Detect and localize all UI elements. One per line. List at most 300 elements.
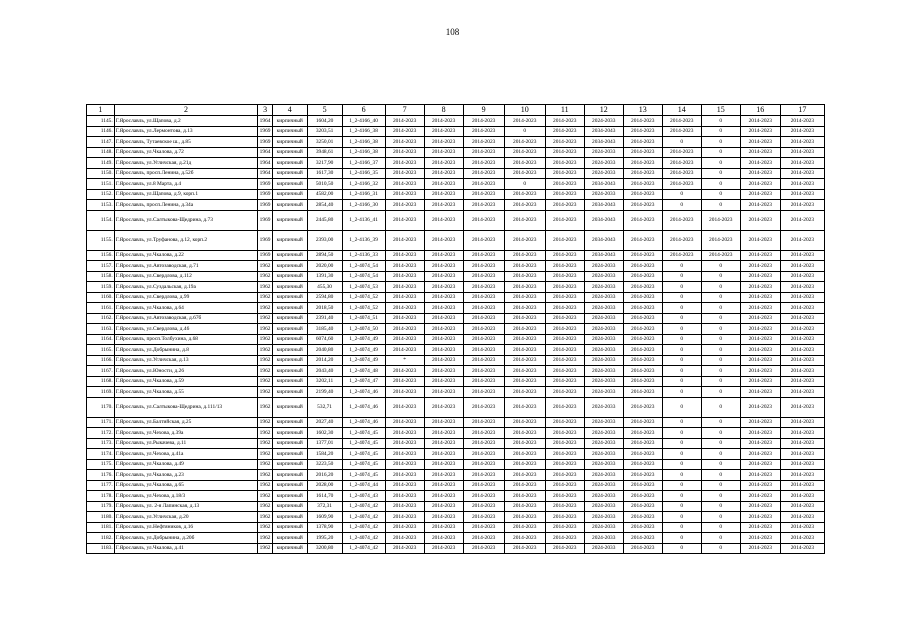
period-cell: 2024-2033 — [584, 522, 623, 533]
column-number-header: 6 — [342, 105, 385, 116]
period-cell: 2034-2043 — [584, 230, 623, 250]
period-cell: 2014-2023 — [424, 366, 463, 377]
period-cell: 2014-2023 — [740, 200, 780, 211]
period-cell: 2014-2023 — [385, 428, 424, 439]
period-cell: 2014-2023 — [424, 292, 463, 303]
row-number-cell: 1169. — [87, 387, 115, 398]
period-cell: 2014-2023 — [780, 533, 824, 544]
material-cell: кирпичный — [272, 271, 307, 282]
period-cell: 2014-2023 — [740, 470, 780, 481]
period-cell: 2014-2023 — [740, 438, 780, 449]
table-row — [87, 230, 825, 250]
period-cell: 2014-2023 — [545, 126, 584, 137]
area-cell: 1391,30 — [307, 271, 342, 282]
address-cell: Г.Ярославль, ул.Свердлова, д.112 — [114, 271, 258, 282]
period-cell: 0 — [662, 324, 701, 335]
period-cell: 2014-2023 — [780, 355, 824, 366]
period-cell: 2014-2023 — [662, 168, 701, 179]
period-cell: 2014-2023 — [424, 282, 463, 293]
table-row — [87, 533, 825, 544]
period-cell: 2014-2023 — [740, 376, 780, 387]
address-cell: Г.Ярославль, ул.Автозаводская, д.71 — [114, 261, 258, 272]
period-cell: 2014-2023 — [385, 522, 424, 533]
code-cell: 1_2-4074_50 — [342, 324, 385, 335]
table-row — [87, 137, 825, 148]
code-cell: 1_2-4074_54 — [342, 261, 385, 272]
table-row — [87, 345, 825, 356]
table-row — [87, 543, 825, 554]
table-row — [87, 470, 825, 481]
period-cell: 2014-2023 — [463, 387, 504, 398]
year-cell: 1962 — [258, 334, 272, 345]
year-cell: 1962 — [258, 417, 272, 428]
material-cell: кирпичный — [272, 387, 307, 398]
period-cell: 2014-2023 — [504, 387, 545, 398]
year-cell: 1962 — [258, 282, 272, 293]
period-cell: 0 — [701, 292, 740, 303]
period-cell: 2014-2023 — [623, 261, 662, 272]
period-cell: 2014-2023 — [545, 250, 584, 261]
row-number-cell: 1161. — [87, 303, 115, 314]
area-cell: 2016,20 — [307, 470, 342, 481]
address-cell: Г.Ярославль, ул.Угличская, д.20 — [114, 512, 258, 523]
period-cell: 2014-2023 — [463, 189, 504, 200]
period-cell: 2034-2043 — [584, 179, 623, 190]
period-cell: 2014-2023 — [385, 366, 424, 377]
table-row — [87, 480, 825, 491]
period-cell: 2014-2023 — [780, 491, 824, 502]
material-cell: кирпичный — [272, 230, 307, 250]
period-cell: 0 — [662, 387, 701, 398]
column-number-header: 10 — [504, 105, 545, 116]
period-cell: 2014-2023 — [504, 261, 545, 272]
area-cell: 3185,40 — [307, 324, 342, 335]
period-cell: 2014-2023 — [385, 200, 424, 211]
period-cell: 0 — [701, 501, 740, 512]
period-cell: 2014-2023 — [623, 230, 662, 250]
material-cell: кирпичный — [272, 168, 307, 179]
address-cell: Г.Ярославль, ул.Автозаводская, д.67б — [114, 313, 258, 324]
period-cell: 2014-2023 — [740, 303, 780, 314]
period-cell: 2014-2023 — [463, 491, 504, 502]
period-cell: 2014-2023 — [545, 210, 584, 230]
period-cell: 2014-2023 — [740, 428, 780, 439]
period-cell: 2014-2023 — [780, 126, 824, 137]
area-cell: 2594,80 — [307, 292, 342, 303]
period-cell: 2014-2023 — [740, 292, 780, 303]
period-cell: 2014-2023 — [504, 543, 545, 554]
period-cell: 2024-2033 — [584, 459, 623, 470]
period-cell: 2024-2033 — [584, 271, 623, 282]
period-cell: 2014-2023 — [740, 449, 780, 460]
period-cell: 0 — [662, 189, 701, 200]
period-cell: 2024-2033 — [584, 470, 623, 481]
year-cell: 1962 — [258, 397, 272, 417]
period-cell: 2014-2023 — [623, 158, 662, 169]
period-cell: 2014-2023 — [424, 501, 463, 512]
period-cell: 0 — [701, 282, 740, 293]
material-cell: кирпичный — [272, 116, 307, 127]
code-cell: 1_2-4074_54 — [342, 271, 385, 282]
period-cell: 2014-2023 — [780, 345, 824, 356]
table-row — [87, 417, 825, 428]
row-number-cell: 1147. — [87, 137, 115, 148]
area-cell: 2040,80 — [307, 345, 342, 356]
year-cell: 1962 — [258, 324, 272, 335]
year-cell: 1962 — [258, 438, 272, 449]
period-cell: 2014-2023 — [545, 137, 584, 148]
material-cell: кирпичный — [272, 449, 307, 460]
period-cell: 2014-2023 — [623, 324, 662, 335]
period-cell: 2024-2033 — [584, 292, 623, 303]
period-cell: 2014-2023 — [780, 512, 824, 523]
period-cell: 2014-2023 — [504, 250, 545, 261]
table-row — [87, 438, 825, 449]
period-cell: 0 — [662, 313, 701, 324]
period-cell: 2014-2023 — [424, 491, 463, 502]
period-cell: 2014-2023 — [463, 179, 504, 190]
period-cell: 2014-2023 — [504, 501, 545, 512]
material-cell: кирпичный — [272, 491, 307, 502]
period-cell: 2014-2023 — [504, 230, 545, 250]
period-cell: 0 — [701, 417, 740, 428]
period-cell: 0 — [701, 313, 740, 324]
period-cell: 2014-2023 — [623, 417, 662, 428]
period-cell: 0 — [701, 543, 740, 554]
address-cell: Г.Ярославль, ул.Труфанова, д.12, корп.2 — [114, 230, 258, 250]
period-cell: 2014-2023 — [463, 210, 504, 230]
period-cell: 2014-2023 — [740, 522, 780, 533]
period-cell: 2014-2023 — [463, 512, 504, 523]
period-cell: 2014-2023 — [424, 230, 463, 250]
period-cell: 2014-2023 — [424, 158, 463, 169]
period-cell: 2014-2023 — [780, 366, 824, 377]
period-cell: 2014-2023 — [545, 189, 584, 200]
period-cell: 2024-2033 — [584, 345, 623, 356]
table-row — [87, 491, 825, 502]
period-cell: 2014-2023 — [504, 417, 545, 428]
address-cell: Г.Ярославль, ул.Чкалова, д.49 — [114, 459, 258, 470]
period-cell: 2014-2023 — [545, 533, 584, 544]
period-cell: 2014-2023 — [740, 210, 780, 230]
address-cell: Г.Ярославль, ул. 2-я Лапинская, д.13 — [114, 501, 258, 512]
material-cell: кирпичный — [272, 397, 307, 417]
area-cell: 372,31 — [307, 501, 342, 512]
row-number-cell: 1158. — [87, 271, 115, 282]
period-cell: 2014-2023 — [662, 230, 701, 250]
table-row — [87, 324, 825, 335]
period-cell: 2014-2023 — [463, 147, 504, 158]
address-cell: Г.Ярославль, ул.Щапова, д.9, корп.1 — [114, 189, 258, 200]
year-cell: 1962 — [258, 303, 272, 314]
period-cell: 0 — [701, 522, 740, 533]
period-cell: 0 — [504, 179, 545, 190]
year-cell: 1962 — [258, 355, 272, 366]
period-cell: 0 — [662, 137, 701, 148]
area-cell: 1614,70 — [307, 491, 342, 502]
row-number-cell: 1183. — [87, 543, 115, 554]
period-cell: 2014-2023 — [424, 271, 463, 282]
period-cell: 0 — [701, 126, 740, 137]
period-cell: 2014-2023 — [424, 210, 463, 230]
period-cell: 2014-2023 — [740, 366, 780, 377]
year-cell: 1962 — [258, 543, 272, 554]
table-row — [87, 449, 825, 460]
code-cell: 1_2-4074_52 — [342, 292, 385, 303]
period-cell: 0 — [701, 376, 740, 387]
code-cell: 1_2-4166_35 — [342, 168, 385, 179]
period-cell: 2034-2043 — [584, 137, 623, 148]
period-cell: 0 — [662, 533, 701, 544]
period-cell: 2014-2023 — [385, 543, 424, 554]
area-cell: 2020,00 — [307, 261, 342, 272]
period-cell: 2014-2023 — [424, 459, 463, 470]
period-cell: 0 — [662, 261, 701, 272]
period-cell: 2024-2033 — [584, 158, 623, 169]
material-cell: кирпичный — [272, 438, 307, 449]
row-number-cell: 1151. — [87, 179, 115, 190]
period-cell: 2014-2023 — [385, 397, 424, 417]
period-cell: 2014-2023 — [504, 334, 545, 345]
period-cell: 2014-2023 — [623, 189, 662, 200]
area-cell: 6074,60 — [307, 334, 342, 345]
period-cell: 2014-2023 — [504, 313, 545, 324]
row-number-cell: 1150. — [87, 168, 115, 179]
row-number-cell: 1179. — [87, 501, 115, 512]
table-row — [87, 261, 825, 272]
period-cell: 2014-2023 — [780, 417, 824, 428]
period-cell: 2014-2023 — [780, 261, 824, 272]
row-number-cell: 1149. — [87, 158, 115, 169]
period-cell: 2014-2023 — [504, 168, 545, 179]
code-cell: 1_2-4074_46 — [342, 387, 385, 398]
period-cell: 2014-2023 — [504, 449, 545, 460]
period-cell: 2014-2023 — [740, 261, 780, 272]
period-cell: 2014-2023 — [385, 230, 424, 250]
period-cell: 2024-2033 — [584, 147, 623, 158]
area-cell: 1378,90 — [307, 522, 342, 533]
period-cell: 2014-2023 — [545, 324, 584, 335]
area-cell: 2043,40 — [307, 366, 342, 377]
address-cell: Г.Ярославль, ул.Добрынина, д.8 — [114, 345, 258, 356]
material-cell: кирпичный — [272, 147, 307, 158]
period-cell: 2014-2023 — [385, 470, 424, 481]
period-cell: 0 — [662, 512, 701, 523]
period-cell: 2014-2023 — [385, 345, 424, 356]
period-cell: 2014-2023 — [740, 147, 780, 158]
material-cell: кирпичный — [272, 324, 307, 335]
period-cell: 0 — [701, 345, 740, 356]
material-cell: кирпичный — [272, 126, 307, 137]
code-cell: 1_2-4074_52 — [342, 303, 385, 314]
period-cell: 2014-2023 — [623, 449, 662, 460]
year-cell: 1962 — [258, 512, 272, 523]
period-cell: 0 — [701, 470, 740, 481]
period-cell: 0 — [662, 501, 701, 512]
period-cell: 2014-2023 — [623, 345, 662, 356]
period-cell: 2014-2023 — [740, 512, 780, 523]
period-cell: 0 — [662, 397, 701, 417]
period-cell: 2014-2023 — [463, 428, 504, 439]
period-cell: 2014-2023 — [780, 179, 824, 190]
period-cell: 2014-2023 — [780, 459, 824, 470]
period-cell: 2014-2023 — [545, 116, 584, 127]
table-row — [87, 334, 825, 345]
table-row — [87, 179, 825, 190]
period-cell: 2014-2023 — [424, 116, 463, 127]
period-cell: 2014-2023 — [504, 533, 545, 544]
period-cell: 2034-2043 — [584, 200, 623, 211]
year-cell: 1964 — [258, 168, 272, 179]
period-cell: 2024-2033 — [584, 387, 623, 398]
address-cell: Г.Ярославль, ул.Чехова, д.18/3 — [114, 491, 258, 502]
period-cell: 2014-2023 — [545, 417, 584, 428]
code-cell: 1_2-4136_39 — [342, 230, 385, 250]
row-number-cell: 1180. — [87, 512, 115, 523]
period-cell: 0 — [701, 397, 740, 417]
code-cell: 1_2-4074_46 — [342, 397, 385, 417]
column-number-header: 14 — [662, 105, 701, 116]
year-cell: 1962 — [258, 522, 272, 533]
period-cell: 2014-2023 — [385, 324, 424, 335]
period-cell: 2014-2023 — [623, 200, 662, 211]
period-cell: 2024-2033 — [584, 543, 623, 554]
period-cell: 0 — [662, 355, 701, 366]
period-cell: 2014-2023 — [424, 189, 463, 200]
period-cell: 2014-2023 — [740, 397, 780, 417]
period-cell: 2014-2023 — [780, 324, 824, 335]
area-cell: 4582,00 — [307, 189, 342, 200]
period-cell: 2014-2023 — [385, 210, 424, 230]
period-cell: 2014-2023 — [780, 449, 824, 460]
year-cell: 1962 — [258, 480, 272, 491]
code-cell: 1_2-4074_44 — [342, 480, 385, 491]
period-cell: 2024-2033 — [584, 491, 623, 502]
table-row — [87, 116, 825, 127]
period-cell: 2014-2023 — [780, 470, 824, 481]
code-cell: 1_2-4074_45 — [342, 449, 385, 460]
period-cell: 0 — [662, 345, 701, 356]
period-cell: 2024-2033 — [584, 313, 623, 324]
code-cell: 1_2-4074_46 — [342, 417, 385, 428]
code-cell: 1_2-4074_49 — [342, 355, 385, 366]
material-cell: кирпичный — [272, 512, 307, 523]
address-cell: Г.Ярославль, ул.Угличская, д.13 — [114, 355, 258, 366]
period-cell: 2014-2023 — [385, 501, 424, 512]
period-cell: * — [385, 355, 424, 366]
period-cell: 2014-2023 — [424, 147, 463, 158]
material-cell: кирпичный — [272, 480, 307, 491]
address-cell: Г.Ярославль, ул.Чкалова, д.41 — [114, 543, 258, 554]
period-cell: 2014-2023 — [623, 250, 662, 261]
address-cell: Г.Ярославль, ул.Свердлова, д.46 — [114, 324, 258, 335]
period-cell: 2014-2023 — [385, 533, 424, 544]
period-cell: 2014-2023 — [545, 366, 584, 377]
period-cell: 2014-2023 — [424, 345, 463, 356]
year-cell: 1962 — [258, 366, 272, 377]
period-cell: 2014-2023 — [780, 397, 824, 417]
period-cell: 2024-2033 — [584, 376, 623, 387]
area-cell: 1617,30 — [307, 168, 342, 179]
period-cell: 2014-2023 — [545, 230, 584, 250]
period-cell: 2014-2023 — [545, 543, 584, 554]
period-cell: 2014-2023 — [780, 282, 824, 293]
period-cell: 2014-2023 — [780, 168, 824, 179]
period-cell: 2014-2023 — [545, 397, 584, 417]
period-cell: 2014-2023 — [780, 480, 824, 491]
table-row — [87, 303, 825, 314]
address-cell: Г.Ярославль, ул.Чкалова, д.23 — [114, 470, 258, 481]
period-cell: 2014-2023 — [424, 470, 463, 481]
period-cell: 2014-2023 — [623, 501, 662, 512]
period-cell: 2014-2023 — [545, 470, 584, 481]
material-cell: кирпичный — [272, 334, 307, 345]
period-cell: 0 — [701, 179, 740, 190]
code-cell: 1_2-4074_43 — [342, 491, 385, 502]
period-cell: 2014-2023 — [780, 200, 824, 211]
period-cell: 2014-2023 — [623, 522, 662, 533]
period-cell: 2014-2023 — [463, 533, 504, 544]
address-cell: Г.Ярославль, ул.Чкалова, д.65 — [114, 480, 258, 491]
year-cell: 1962 — [258, 491, 272, 502]
period-cell: 2014-2023 — [780, 438, 824, 449]
period-cell: 2014-2023 — [385, 449, 424, 460]
code-cell: 1_2-4074_42 — [342, 543, 385, 554]
table-row — [87, 250, 825, 261]
period-cell: 0 — [504, 126, 545, 137]
period-cell: 0 — [701, 512, 740, 523]
area-cell: 1602,30 — [307, 428, 342, 439]
period-cell: 2014-2023 — [701, 250, 740, 261]
code-cell: 1_2-4074_42 — [342, 533, 385, 544]
period-cell: 2014-2023 — [424, 543, 463, 554]
area-cell: 2018,50 — [307, 303, 342, 314]
area-cell: 1995,20 — [307, 533, 342, 544]
material-cell: кирпичный — [272, 303, 307, 314]
period-cell: 2024-2033 — [584, 261, 623, 272]
period-cell: 2014-2023 — [385, 387, 424, 398]
year-cell: 1962 — [258, 313, 272, 324]
period-cell: 2014-2023 — [623, 210, 662, 230]
year-cell: 1969 — [258, 230, 272, 250]
period-cell: 2014-2023 — [424, 261, 463, 272]
period-cell: 2014-2023 — [385, 438, 424, 449]
period-cell: 2014-2023 — [740, 116, 780, 127]
period-cell: 2014-2023 — [504, 292, 545, 303]
period-cell: 2014-2023 — [463, 313, 504, 324]
period-cell: 2014-2023 — [463, 230, 504, 250]
period-cell: 0 — [701, 137, 740, 148]
material-cell: кирпичный — [272, 313, 307, 324]
material-cell: кирпичный — [272, 543, 307, 554]
area-cell: 3948,61 — [307, 147, 342, 158]
period-cell: 2014-2023 — [740, 313, 780, 324]
period-cell: 2014-2023 — [545, 179, 584, 190]
table-row — [87, 501, 825, 512]
area-cell: 532,71 — [307, 397, 342, 417]
material-cell: кирпичный — [272, 345, 307, 356]
area-cell: 3203,51 — [307, 126, 342, 137]
period-cell: 2014-2023 — [740, 324, 780, 335]
period-cell: 2014-2023 — [385, 271, 424, 282]
period-cell: 0 — [701, 533, 740, 544]
period-cell: 2014-2023 — [424, 522, 463, 533]
period-cell: 0 — [701, 334, 740, 345]
period-cell: 0 — [701, 271, 740, 282]
period-cell: 0 — [701, 168, 740, 179]
period-cell: 0 — [701, 366, 740, 377]
period-cell: 2014-2023 — [424, 355, 463, 366]
